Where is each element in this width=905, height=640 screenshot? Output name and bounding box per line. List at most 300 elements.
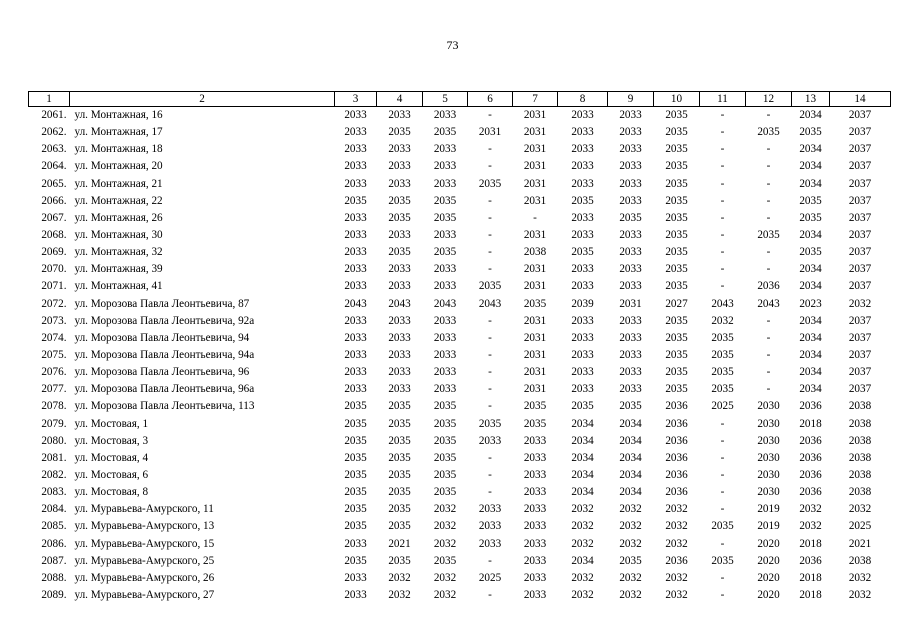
year-cell: 2035 — [619, 400, 642, 413]
address-cell: ул. Монтажная, 41 — [74, 280, 163, 293]
year-cell: 2038 — [848, 434, 872, 447]
year-cell: 2033 — [344, 126, 367, 139]
year-cell: 2033 — [571, 177, 594, 190]
year-cell: 2034 — [799, 143, 822, 156]
year-cell: - — [720, 571, 725, 584]
year-cell: 2030 — [757, 434, 780, 447]
year-cell: 2035 — [665, 349, 688, 362]
table-row — [29, 244, 891, 261]
row-number: 2063. — [41, 143, 67, 156]
year-cell: 2033 — [433, 383, 457, 396]
year-cell: 2019 — [757, 503, 780, 516]
row-number: 2065. — [41, 177, 67, 190]
year-cell: 2038 — [848, 554, 872, 567]
row-number: 2073. — [41, 314, 67, 327]
year-cell: 2035 — [433, 469, 457, 482]
column-header: 5 — [423, 92, 468, 107]
year-cell: 2020 — [757, 571, 780, 584]
year-cell: 2035 — [619, 554, 642, 567]
year-cell: 2032 — [848, 503, 872, 516]
year-cell: 2043 — [711, 297, 734, 310]
year-cell: - — [766, 366, 771, 379]
year-cell: 2033 — [619, 280, 642, 293]
year-cell: - — [766, 194, 771, 207]
table-body — [29, 107, 891, 605]
year-cell: 2033 — [433, 349, 457, 362]
row-number: 2083. — [41, 486, 67, 499]
year-cell: 2037 — [848, 109, 872, 122]
year-cell: 2033 — [433, 229, 457, 242]
year-cell: 2030 — [757, 451, 780, 464]
year-cell: - — [766, 314, 771, 327]
year-cell: 2035 — [571, 400, 594, 413]
year-cell: - — [488, 451, 492, 464]
year-cell: 2031 — [523, 331, 547, 344]
year-cell: 2018 — [799, 571, 822, 584]
year-cell: - — [488, 366, 492, 379]
year-cell: 2032 — [619, 520, 642, 533]
year-cell: 2035 — [388, 246, 411, 259]
year-cell: 2033 — [571, 143, 594, 156]
year-cell: 2032 — [799, 520, 822, 533]
year-cell: - — [720, 211, 725, 224]
year-cell: 2037 — [848, 160, 872, 173]
year-cell: 2032 — [848, 571, 872, 584]
year-cell: 2035 — [344, 554, 367, 567]
year-cell: 2035 — [523, 417, 547, 430]
year-cell: - — [766, 349, 771, 362]
row-number: 2085. — [41, 520, 67, 533]
address-cell: ул. Монтажная, 26 — [74, 211, 163, 224]
table-row — [29, 124, 891, 141]
column-header: 9 — [608, 92, 654, 107]
address-cell: ул. Мостовая, 3 — [74, 434, 149, 447]
year-cell: 2033 — [619, 143, 642, 156]
year-cell: 2031 — [523, 280, 547, 293]
column-header: 14 — [830, 92, 891, 107]
year-cell: 2034 — [799, 160, 822, 173]
table-row — [29, 416, 891, 433]
column-header: 10 — [654, 92, 700, 107]
year-cell: 2039 — [571, 297, 594, 310]
year-cell: 2033 — [388, 314, 411, 327]
row-number: 2070. — [41, 263, 67, 276]
year-cell: - — [720, 503, 725, 516]
year-cell: 2035 — [799, 211, 822, 224]
year-cell: 2033 — [388, 383, 411, 396]
year-cell: 2038 — [848, 486, 872, 499]
year-cell: 2034 — [571, 417, 594, 430]
row-number: 2087. — [41, 554, 67, 567]
year-cell: 2035 — [665, 280, 688, 293]
address-cell: ул. Мостовая, 6 — [74, 469, 149, 482]
year-cell: 2035 — [388, 434, 411, 447]
year-cell: 2031 — [523, 126, 547, 139]
year-cell: 2035 — [571, 246, 594, 259]
year-cell: 2033 — [344, 143, 367, 156]
year-cell: - — [720, 589, 725, 601]
row-number: 2069. — [41, 246, 67, 259]
row-number: 2077. — [41, 383, 67, 396]
year-cell: 2033 — [571, 331, 594, 344]
year-cell: - — [488, 554, 492, 567]
address-cell: ул. Монтажная, 39 — [74, 263, 163, 276]
table-row — [29, 176, 891, 193]
year-cell: - — [720, 246, 725, 259]
row-number: 2088. — [41, 571, 67, 584]
year-cell: 2033 — [433, 263, 457, 276]
year-cell: 2035 — [433, 434, 457, 447]
data-table — [28, 91, 891, 604]
table-row — [29, 158, 891, 175]
year-cell: 2033 — [478, 503, 502, 516]
table-row — [29, 141, 891, 158]
row-number: 2084. — [41, 503, 67, 516]
year-cell: 2033 — [571, 229, 594, 242]
year-cell: 2033 — [388, 109, 411, 122]
year-cell: 2036 — [757, 280, 780, 293]
year-cell: 2032 — [665, 537, 688, 550]
year-cell: 2034 — [799, 349, 822, 362]
table-row — [29, 518, 891, 535]
year-cell: 2033 — [388, 331, 411, 344]
year-cell: 2035 — [711, 554, 734, 567]
year-cell: 2034 — [571, 451, 594, 464]
address-cell: ул. Морозова Павла Леонтьевича, 94а — [74, 349, 255, 362]
year-cell: 2033 — [388, 280, 411, 293]
table-row — [29, 347, 891, 364]
year-cell: - — [766, 177, 771, 190]
year-cell: 2031 — [523, 383, 547, 396]
year-cell: 2033 — [523, 589, 547, 601]
year-cell: 2033 — [571, 349, 594, 362]
year-cell: 2032 — [571, 520, 594, 533]
year-cell: 2033 — [523, 554, 547, 567]
year-cell: 2033 — [388, 229, 411, 242]
year-cell: 2034 — [619, 486, 642, 499]
year-cell: 2035 — [665, 263, 688, 276]
year-cell: 2033 — [433, 109, 457, 122]
year-cell: 2035 — [344, 486, 367, 499]
year-cell: 2031 — [523, 366, 547, 379]
year-cell: 2031 — [523, 160, 547, 173]
year-cell: 2021 — [388, 537, 411, 550]
row-number: 2080. — [41, 434, 67, 447]
year-cell: - — [720, 160, 725, 173]
year-cell: - — [720, 126, 725, 139]
year-cell: 2033 — [344, 109, 367, 122]
column-header: 2 — [70, 92, 335, 107]
year-cell: 2033 — [344, 589, 367, 601]
year-cell: 2033 — [388, 177, 411, 190]
year-cell: 2031 — [523, 109, 547, 122]
year-cell: 2035 — [665, 143, 688, 156]
year-cell: 2033 — [344, 349, 367, 362]
table-row — [29, 587, 891, 604]
column-header: 6 — [468, 92, 513, 107]
year-cell: 2037 — [848, 280, 872, 293]
year-cell: 2033 — [344, 383, 367, 396]
table-row — [29, 381, 891, 398]
year-cell: 2033 — [433, 280, 457, 293]
address-cell: ул. Морозова Павла Леонтьевича, 94 — [74, 331, 250, 344]
year-cell: 2033 — [523, 486, 547, 499]
year-cell: 2036 — [799, 486, 822, 499]
year-cell: 2035 — [344, 503, 367, 516]
year-cell: 2033 — [344, 229, 367, 242]
address-cell: ул. Мостовая, 1 — [74, 417, 149, 430]
year-cell: 2033 — [619, 126, 642, 139]
year-cell: 2032 — [433, 520, 457, 533]
year-cell: 2036 — [665, 417, 688, 430]
year-cell: 2025 — [711, 400, 734, 413]
year-cell: 2038 — [848, 417, 872, 430]
year-cell: 2036 — [799, 400, 822, 413]
year-cell: - — [488, 400, 492, 413]
year-cell: 2033 — [571, 126, 594, 139]
year-cell: 2035 — [433, 246, 457, 259]
year-cell: - — [488, 349, 492, 362]
table-row — [29, 467, 891, 484]
year-cell: 2033 — [619, 160, 642, 173]
row-number: 2082. — [41, 469, 67, 482]
year-cell: 2035 — [523, 297, 547, 310]
year-cell: 2030 — [757, 486, 780, 499]
year-cell: 2035 — [711, 520, 734, 533]
year-cell: 2033 — [433, 143, 457, 156]
table-row — [29, 330, 891, 347]
year-cell: - — [488, 589, 492, 601]
row-number: 2076. — [41, 366, 67, 379]
year-cell: 2033 — [388, 143, 411, 156]
table-row — [29, 364, 891, 381]
year-cell: 2031 — [523, 263, 547, 276]
year-cell: 2035 — [478, 177, 502, 190]
column-header: 7 — [513, 92, 558, 107]
year-cell: - — [766, 109, 771, 122]
year-cell: 2035 — [344, 417, 367, 430]
year-cell: 2033 — [619, 177, 642, 190]
year-cell: 2035 — [665, 194, 688, 207]
year-cell: - — [766, 211, 771, 224]
year-cell: 2035 — [344, 451, 367, 464]
year-cell: 2037 — [848, 331, 872, 344]
year-cell: 2032 — [665, 520, 688, 533]
year-cell: 2037 — [848, 211, 872, 224]
year-cell: 2034 — [799, 314, 822, 327]
year-cell: 2033 — [619, 383, 642, 396]
year-cell: 2035 — [478, 417, 502, 430]
year-cell: - — [488, 160, 492, 173]
table-row — [29, 450, 891, 467]
year-cell: 2033 — [619, 109, 642, 122]
year-cell: 2033 — [523, 537, 547, 550]
row-number: 2079. — [41, 417, 67, 430]
year-cell: 2018 — [799, 537, 822, 550]
year-cell: 2033 — [571, 366, 594, 379]
address-cell: ул. Морозова Павла Леонтьевича, 96 — [74, 366, 250, 379]
year-cell: 2034 — [799, 366, 822, 379]
year-cell: 2020 — [757, 589, 780, 601]
year-cell: - — [766, 383, 771, 396]
year-cell: 2035 — [665, 246, 688, 259]
year-cell: 2033 — [344, 537, 367, 550]
year-cell: 2033 — [523, 469, 547, 482]
year-cell: - — [766, 246, 771, 259]
year-cell: 2027 — [665, 297, 688, 310]
row-number: 2067. — [41, 211, 67, 224]
row-number: 2089. — [41, 589, 67, 601]
year-cell: 2035 — [344, 194, 367, 207]
column-header: 13 — [792, 92, 830, 107]
row-number: 2078. — [41, 400, 67, 413]
year-cell: 2032 — [571, 571, 594, 584]
year-cell: 2033 — [523, 571, 547, 584]
year-cell: 2031 — [523, 177, 547, 190]
year-cell: - — [720, 417, 725, 430]
year-cell: 2035 — [757, 229, 780, 242]
year-cell: 2034 — [799, 280, 822, 293]
year-cell: 2033 — [523, 451, 547, 464]
year-cell: - — [720, 194, 725, 207]
year-cell: 2032 — [571, 537, 594, 550]
year-cell: 2034 — [571, 434, 594, 447]
page-number: 73 — [446, 38, 459, 52]
address-cell: ул. Муравьева-Амурского, 27 — [74, 589, 215, 601]
year-cell: 2035 — [388, 486, 411, 499]
year-cell: 2035 — [388, 520, 411, 533]
year-cell: 2036 — [665, 400, 688, 413]
year-cell: 2035 — [799, 126, 822, 139]
year-cell: 2033 — [344, 314, 367, 327]
year-cell: - — [766, 331, 771, 344]
year-cell: 2033 — [619, 229, 642, 242]
table-row — [29, 484, 891, 501]
table-row — [29, 261, 891, 278]
year-cell: 2031 — [619, 297, 642, 310]
year-cell: 2035 — [388, 503, 411, 516]
year-cell: 2043 — [757, 297, 780, 310]
year-cell: 2033 — [344, 263, 367, 276]
row-number: 2075. — [41, 349, 67, 362]
row-number: 2068. — [41, 229, 67, 242]
year-cell: 2020 — [757, 537, 780, 550]
year-cell: - — [488, 246, 492, 259]
table-row — [29, 570, 891, 587]
address-cell: ул. Морозова Павла Леонтьевича, 87 — [74, 297, 250, 310]
year-cell: 2033 — [478, 537, 502, 550]
address-cell: ул. Монтажная, 18 — [74, 143, 163, 156]
year-cell: 2019 — [757, 520, 780, 533]
year-cell: 2034 — [619, 434, 642, 447]
year-cell: 2032 — [799, 503, 822, 516]
column-header: 8 — [558, 92, 608, 107]
table-row — [29, 536, 891, 553]
year-cell: 2034 — [571, 469, 594, 482]
year-cell: 2033 — [571, 314, 594, 327]
year-cell: 2035 — [388, 469, 411, 482]
year-cell: - — [766, 263, 771, 276]
year-cell: 2035 — [799, 194, 822, 207]
table-row — [29, 296, 891, 313]
year-cell: 2034 — [619, 469, 642, 482]
year-cell: - — [488, 194, 492, 207]
row-number: 2081. — [41, 451, 67, 464]
address-cell: ул. Муравьева-Амурского, 13 — [74, 520, 215, 533]
row-number: 2061. — [41, 109, 67, 122]
year-cell: 2036 — [799, 451, 822, 464]
year-cell: 2035 — [388, 554, 411, 567]
year-cell: 2032 — [388, 589, 411, 601]
address-cell: ул. Мостовая, 4 — [74, 451, 149, 464]
year-cell: 2032 — [619, 503, 642, 516]
year-cell: 2035 — [433, 451, 457, 464]
address-cell: ул. Морозова Павла Леонтьевича, 92а — [74, 314, 255, 327]
year-cell: 2037 — [848, 314, 872, 327]
year-cell: 2032 — [388, 571, 411, 584]
year-cell: 2035 — [344, 520, 367, 533]
year-cell: 2035 — [388, 126, 411, 139]
year-cell: 2037 — [848, 143, 872, 156]
year-cell: 2035 — [665, 160, 688, 173]
year-cell: - — [720, 263, 725, 276]
year-cell: 2038 — [523, 246, 547, 259]
year-cell: 2032 — [433, 589, 457, 601]
year-cell: 2033 — [433, 177, 457, 190]
column-header: 1 — [29, 92, 70, 107]
table-row — [29, 553, 891, 570]
year-cell: 2035 — [388, 211, 411, 224]
year-cell: 2032 — [619, 537, 642, 550]
year-cell: 2031 — [523, 349, 547, 362]
year-cell: 2035 — [388, 400, 411, 413]
year-cell: 2033 — [344, 211, 367, 224]
year-cell: 2032 — [665, 571, 688, 584]
year-cell: 2030 — [757, 417, 780, 430]
year-cell: - — [488, 211, 492, 224]
year-cell: - — [720, 537, 725, 550]
year-cell: - — [766, 143, 771, 156]
year-cell: 2035 — [711, 383, 734, 396]
year-cell: 2037 — [848, 383, 872, 396]
year-cell: 2035 — [433, 211, 457, 224]
year-cell: 2031 — [523, 143, 547, 156]
year-cell: 2033 — [344, 177, 367, 190]
year-cell: 2035 — [665, 126, 688, 139]
year-cell: 2035 — [388, 451, 411, 464]
row-number: 2071. — [41, 280, 67, 293]
year-cell: 2033 — [388, 263, 411, 276]
year-cell: - — [720, 143, 725, 156]
year-cell: 2035 — [799, 246, 822, 259]
year-cell: 2033 — [571, 383, 594, 396]
year-cell: 2032 — [433, 571, 457, 584]
year-cell: 2033 — [571, 211, 594, 224]
year-cell: 2032 — [571, 503, 594, 516]
year-cell: 2033 — [571, 160, 594, 173]
year-cell: 2035 — [665, 366, 688, 379]
year-cell: - — [720, 177, 725, 190]
year-cell: - — [533, 211, 537, 224]
row-number: 2064. — [41, 160, 67, 173]
row-number: 2066. — [41, 194, 67, 207]
table-row — [29, 278, 891, 295]
address-cell: ул. Монтажная, 16 — [74, 109, 163, 122]
year-cell: - — [488, 109, 492, 122]
year-cell: 2034 — [571, 554, 594, 567]
address-cell: ул. Монтажная, 30 — [74, 229, 163, 242]
year-cell: 2032 — [665, 589, 688, 601]
